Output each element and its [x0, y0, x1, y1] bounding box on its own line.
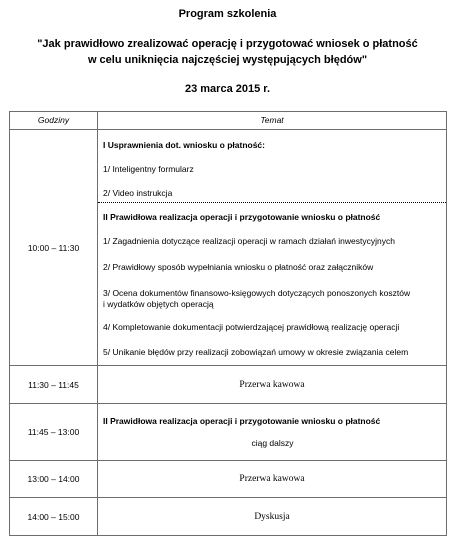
table-header-row — [10, 112, 447, 130]
table-row — [10, 498, 447, 536]
training-subtitle-line1: "Jak prawidłowo zrealizować operację i przygotować wniosek o płatność — [37, 38, 418, 50]
list-item: 5/ Unikanie błędów przy realizacji zobowiązań umowy w okresie związania celem — [103, 347, 409, 357]
time-cell: 10:00 – 11:30 — [10, 130, 98, 366]
section-heading: I Usprawnienia dot. wniosku o płatność: — [103, 140, 265, 150]
topic-cell — [98, 130, 447, 366]
table-row — [10, 366, 447, 404]
section-heading: II Prawidłowa realizacja operacji i przygotowanie wniosku o płatność — [103, 212, 381, 222]
topic-cell: Dyskusja — [98, 498, 447, 536]
list-item: 4/ Kompletowanie dokumentacji potwierdzającej prawidłową realizację operacji — [103, 322, 400, 332]
hours-column-header: Godziny — [10, 112, 98, 130]
list-item-continuation: i wydatków objętych operacją — [103, 299, 214, 309]
table-row — [10, 130, 447, 366]
program-title: Program szkolenia — [178, 8, 277, 20]
section-divider — [98, 202, 446, 203]
time-cell: 14:00 – 15:00 — [10, 498, 98, 536]
list-item: 1/ Zagadnienia dotyczące realizacji operacji w ramach działań inwestycyjnych — [103, 236, 395, 246]
time-cell: 11:30 – 11:45 — [10, 366, 98, 404]
topic-cell: Przerwa kawowa — [98, 461, 447, 498]
continuation-label: ciąg dalszy — [251, 438, 294, 448]
list-item: 2/ Video instrukcja — [103, 188, 173, 198]
list-item: 2/ Prawidłowy sposób wypełniania wniosku o płatność oraz załączników — [103, 262, 374, 272]
topic-cell — [98, 404, 447, 461]
training-subtitle-line2: w celu uniknięcia najczęściej występujących błędów" — [87, 54, 368, 66]
list-item: 3/ Ocena dokumentów finansowo-księgowych dotyczących ponoszonych kosztów — [103, 288, 411, 298]
table-row — [10, 404, 447, 461]
time-cell: 13:00 – 14:00 — [10, 461, 98, 498]
time-cell: 11:45 – 13:00 — [10, 404, 98, 461]
topic-column-header: Temat — [98, 112, 447, 130]
section-heading: II Prawidłowa realizacja operacji i przygotowanie wniosku o płatność — [103, 416, 381, 426]
table-row — [10, 461, 447, 498]
list-item: 1/ Inteligentny formularz — [103, 164, 194, 174]
training-date: 23 marca 2015 r. — [184, 83, 271, 95]
schedule-table — [9, 111, 447, 536]
topic-cell: Przerwa kawowa — [98, 366, 447, 404]
